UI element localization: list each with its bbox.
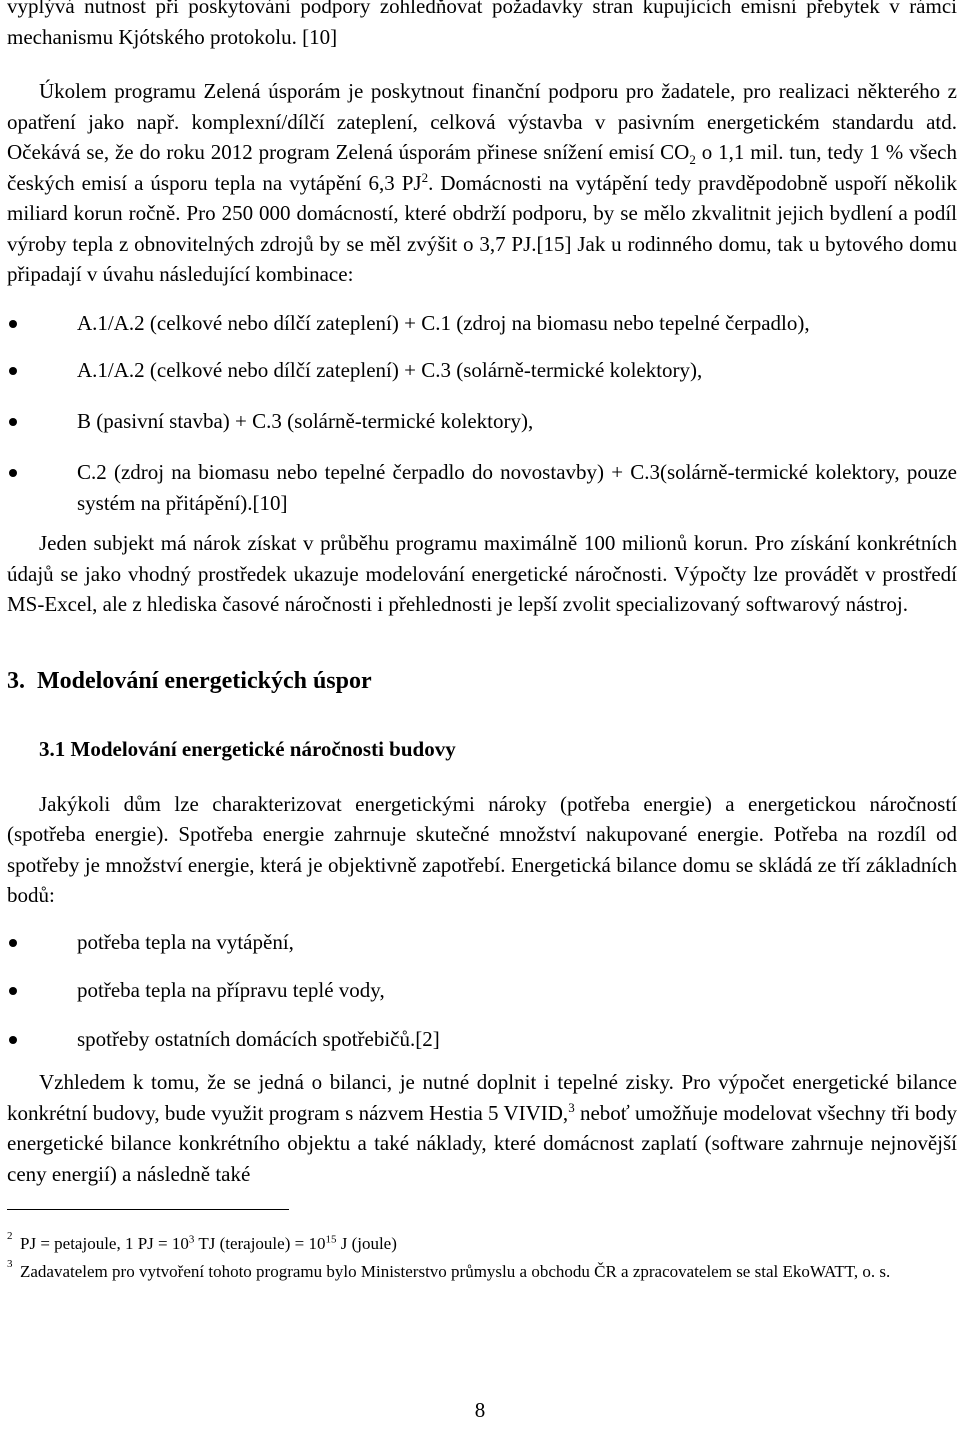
- footnote-text: J (joule): [336, 1234, 397, 1253]
- paragraph-subsidy-limit: Jeden subjekt má nárok získat v průběhu programu maximálně 100 milionů korun. Pro získání konkrétních údajů se jako vhodný prostředek ukazuje modelování energetické náročnosti. Výpočty lze provádět v prostředí MS-Excel, ale z hlediska časové náročnosti i přehlednosti je lepší zvolit specializovaný softwarový nástroj.: [7, 531, 957, 616]
- list-item: A.1/A.2 (celkové nebo dílčí zateplení) + C.1 (zdroj na biomasu nebo tepelné čerpadlo),: [7, 308, 957, 339]
- list-item: C.2 (zdroj na biomasu nebo tepelné čerpadlo do novostavby) + C.3(solárně-termické kolektory, pouze systém na přitápění).[10]: [7, 457, 957, 518]
- balance-list: [7, 927, 957, 1055]
- subsection-heading: 3.1 Modelování energetické náročnosti budovy: [39, 736, 456, 761]
- paragraph-text: Vzhledem k tomu, že se jedná o bilanci, je nutné doplnit i tepelné zisky. Pro výpočet energetické bilance konkrétní budovy, bude využit program s názvem Hestia 5 VIVID,: [7, 1070, 957, 1125]
- paragraph-text: Úkolem programu Zelená úsporám je poskytnout finanční podporu pro žadatele, pro realizaci některého z opatření jako např. komplexní/dílčí zateplení, celková výstavba v pasivním energetickém standardu atd. Očekává se, že do roku 2012 program Zelená úsporám přinese snížení emisí CO: [7, 79, 957, 164]
- list-item: A.1/A.2 (celkové nebo dílčí zateplení) + C.3 (solárně-termické kolektory),: [7, 355, 957, 386]
- paragraph-kyoto: vyplývá nutnost při poskytování podpory zohledňovat požadavky stran kupujících emisní přebytek v rámci mechanismu Kjótského protokolu. [10]: [7, 0, 957, 49]
- footnote-text: Zadavatelem pro vytvoření tohoto programu bylo Ministerstvo průmyslu a obchodu ČR a zpracovatelem se stal EkoWATT, o. s.: [20, 1262, 891, 1281]
- footnote-ref: 3: [568, 1099, 575, 1115]
- superscript: 15: [325, 1233, 337, 1246]
- list-item: B (pasivní stavba) + C.3 (solárně-termické kolektory),: [7, 406, 957, 437]
- document-page: [7, 0, 957, 1283]
- superscript: 3: [188, 1233, 195, 1246]
- paragraph-text: neboť umožňuje modelovat všechny tři body energetické bilance konkrétního objektu a také náklady, které domácnost zaplatí (software zahrnuje nejnovější ceny energií) a následně také: [7, 1100, 957, 1186]
- list-item: spotřeby ostatních domácích spotřebičů.[2]: [7, 1024, 957, 1055]
- footnote-ref: 2: [421, 169, 429, 185]
- footnote-text: PJ = petajoule, 1 PJ = 10: [20, 1234, 189, 1253]
- paragraph-hestia: [7, 1067, 957, 1189]
- footnote-mark: 3: [7, 1258, 13, 1270]
- paragraph-green-savings: [7, 76, 957, 290]
- page-number: 8: [474, 1398, 486, 1422]
- footnote-mark: 2: [7, 1230, 13, 1242]
- paragraph-text: . Domácnosti na vytápění tedy pravděpodobně uspoří několik miliard korun ročně. Pro 250 000 domácností, které obdrží podporu, by se mělo zkvalitnit jejich bydlení a podíl výroby tepla z obnovitelných zdrojů by se měl zvýšit o 3,7 PJ.[15] Jak u rodinného domu, tak u bytového domu připadají v úvahu následující kombinace:: [7, 170, 957, 286]
- paragraph-text: o 1,1 mil. tun, tedy 1 % všech českých emisí a úsporu tepla na vytápění 6,3 PJ: [7, 140, 957, 195]
- paragraph-energy-balance: Jakýkoli dům lze charakterizovat energetickými nároky (potřeba energie) a energetickou náročností (spotřeba energie). Spotřeba energie zahrnuje skutečné množství nakupované energie. Potřeba na rozdíl od spotřeby je množství energie, která je objektivně zapotřebí. Energetická bilance domu se skládá ze tří základních bodů:: [7, 791, 957, 907]
- section-heading: 3. Modelování energetických úspor: [7, 667, 372, 694]
- subscript: 2: [689, 152, 696, 168]
- footnote-divider: [7, 1209, 289, 1210]
- footnote-2: [7, 1232, 957, 1255]
- footnote-text: TJ (terajoule) = 10: [194, 1234, 326, 1253]
- combination-list: [7, 308, 957, 519]
- list-item: potřeba tepla na přípravu teplé vody,: [7, 975, 957, 1006]
- footnote-3: [7, 1260, 957, 1283]
- list-item: potřeba tepla na vytápění,: [7, 927, 957, 958]
